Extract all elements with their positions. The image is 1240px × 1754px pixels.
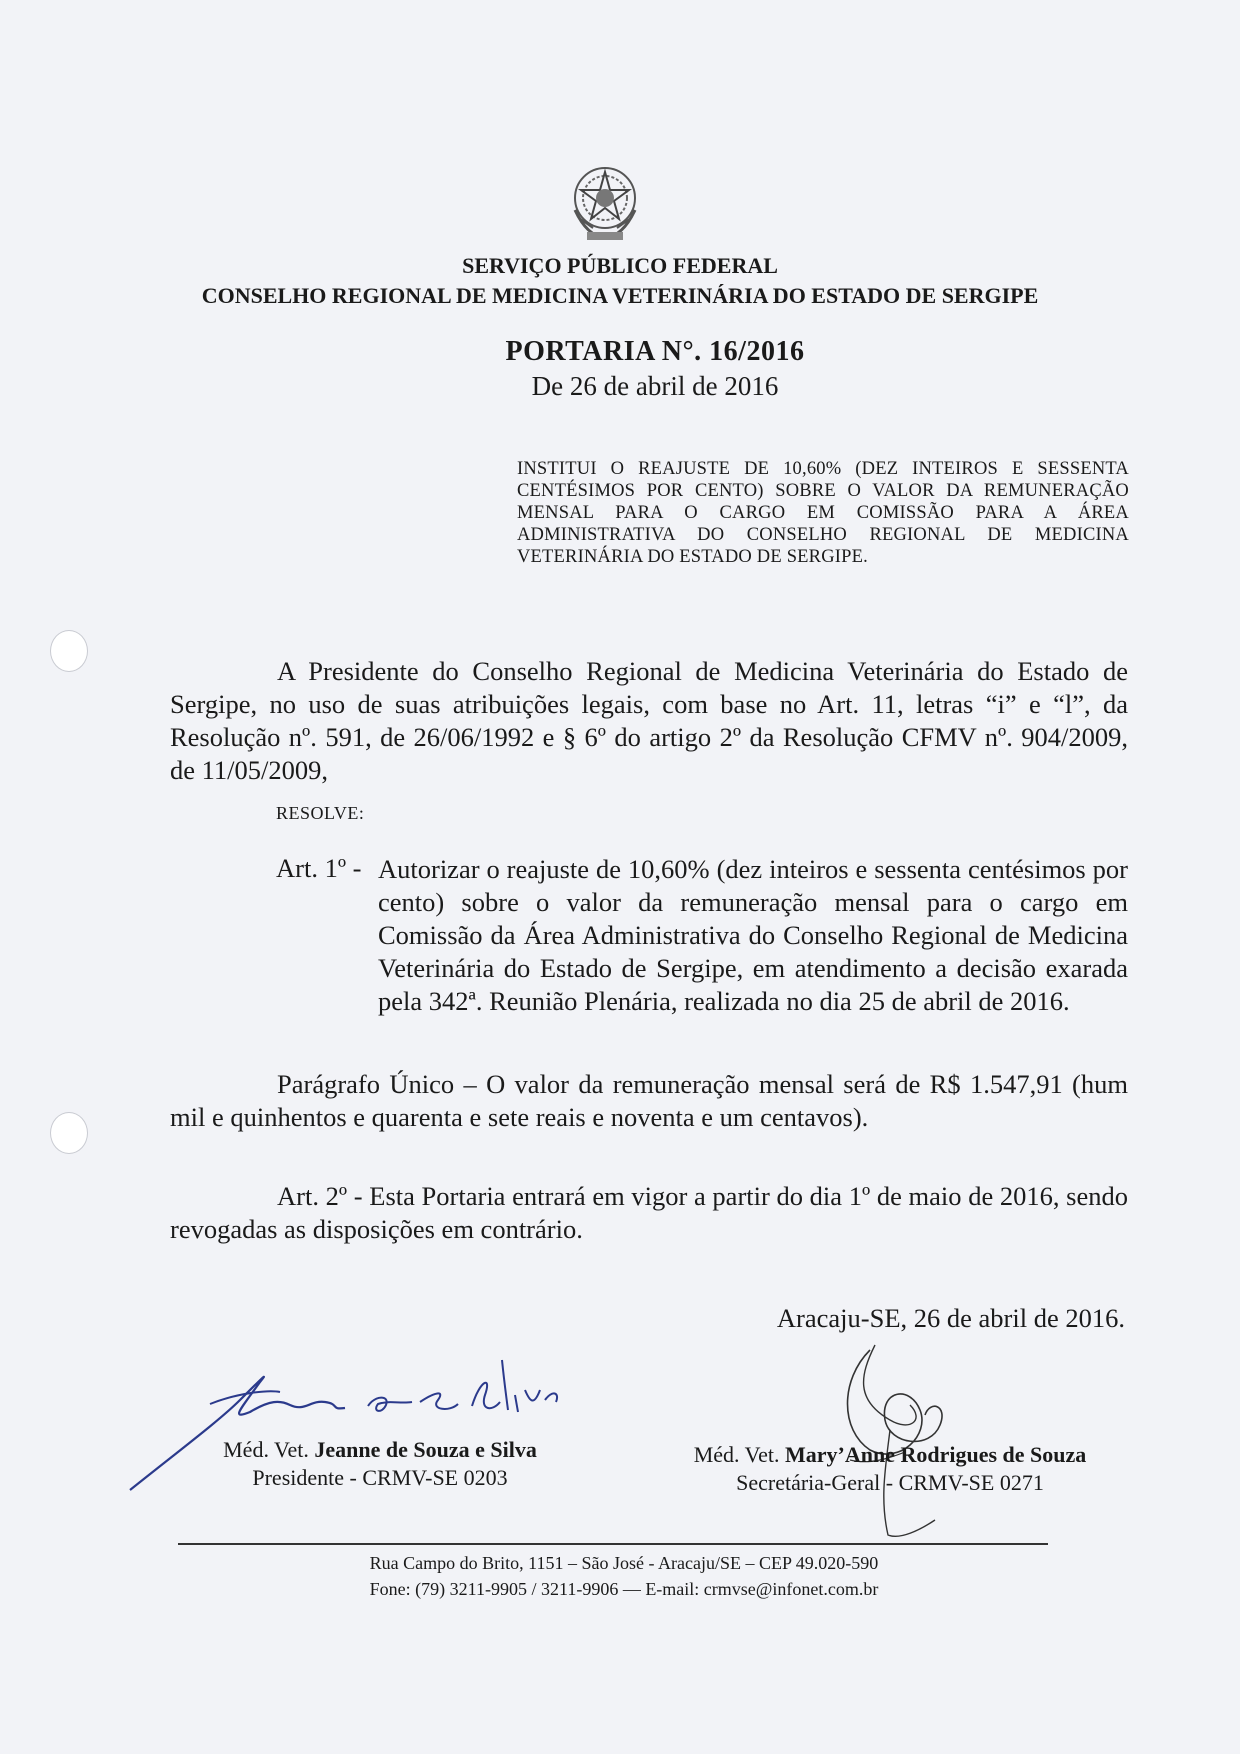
signatory-2-prefix: Méd. Vet. [693,1442,780,1467]
punch-hole [50,630,88,672]
preamble-paragraph: A Presidente do Conselho Regional de Medicina Veterinária do Estado de Sergipe, no uso de suas atribuições legais, com base no Art. 11, letras “i” e “l”, da Resolução nº. 591, de 26/06/1992 e § 6º do artigo 2º da Resolução CFMV nº. 904/2009, de 11/05/2009, [170,656,1128,785]
footer-divider [178,1543,1048,1545]
punch-hole [50,1112,88,1154]
ementa-text: INSTITUI O REAJUSTE DE 10,60% (DEZ INTEIROS E SESSENTA CENTÉSIMOS POR CENTO) SOBRE O VALOR DA REMUNERAÇÃO MENSAL PARA O CARGO EM COMISSÃO PARA A ÁREA ADMINISTRATIVA DO CONSELHO REGIONAL DE MEDICINA VETERINÁRIA DO ESTADO DE SERGIPE. [517,459,1129,567]
signatory-1-name: Jeanne de Souza e Silva [314,1437,537,1462]
signatory-2-name-line [640,1442,1140,1468]
header-line-2: CONSELHO REGIONAL DE MEDICINA VETERINÁRIA DO ESTADO DE SERGIPE [201,283,1039,308]
footer-address: Rua Campo do Brito, 1151 – São José - Aracaju/SE – CEP 49.020-590 [369,1553,879,1573]
resolve-label: RESOLVE: [276,803,365,823]
signatory-1-role: Presidente - CRMV-SE 0203 [252,1465,508,1490]
footer-contact: Fone: (79) 3211-9905 / 3211-9906 — E-mail: crmvse@infonet.com.br [369,1579,879,1599]
signatory-2-role: Secretária-Geral - CRMV-SE 0271 [736,1470,1044,1495]
coat-of-arms-emblem [567,160,643,244]
portaria-title: PORTARIA N°. 16/2016 [505,336,805,367]
signatory-1-name-line [190,1437,570,1463]
signatory-2-name: Mary’Anne Rodrigues de Souza [784,1442,1087,1467]
portaria-date: De 26 de abril de 2016 [531,371,779,401]
signatory-1-prefix: Méd. Vet. [223,1437,309,1462]
art2-text: Art. 2º - Esta Portaria entrará em vigor a partir do dia 1º de maio de 2016, sendo revogadas as disposições em contrário. [170,1181,1128,1244]
header-line-1: SERVIÇO PÚBLICO FEDERAL [462,253,778,278]
place-date: Aracaju-SE, 26 de abril de 2016. [776,1303,1125,1333]
paragrafo-unico: Parágrafo Único – O valor da remuneração mensal será de R$ 1.547,91 (hum mil e quinhentos e quarenta e sete reais e noventa e um centavos). [170,1069,1128,1132]
art1-text: Autorizar o reajuste de 10,60% (dez inteiros e sessenta centésimos por cento) sobre o valor da remuneração mensal para o cargo em Comissão da Área Administrativa do Conselho Regional de Medicina Veterinária do Estado de Sergipe, em atendimento a decisão exarada pela 342ª. Reunião Plenária, realizada no dia 25 de abril de 2016. [378,854,1128,1016]
art1-label: Art. 1º - [276,853,362,883]
